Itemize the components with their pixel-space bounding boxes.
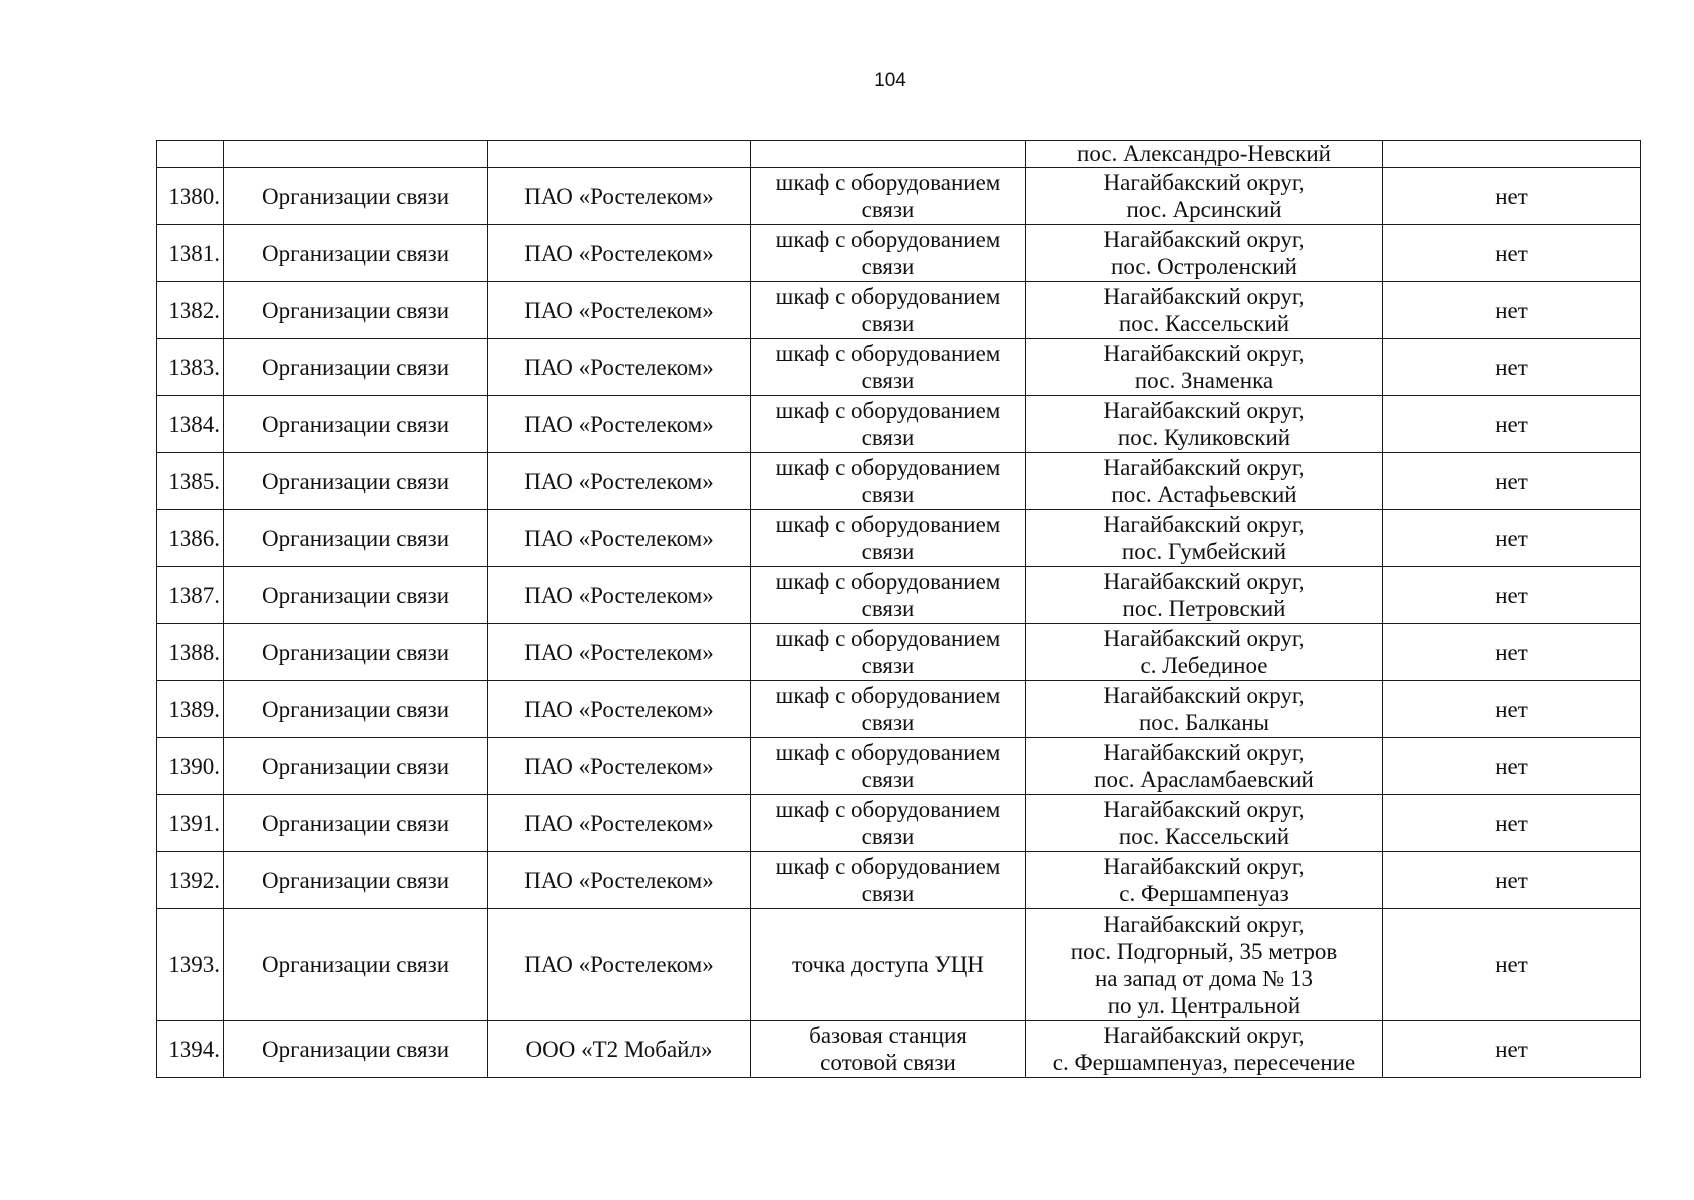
owner-cell: ПАО «Ростелеком» bbox=[488, 510, 751, 567]
category-cell: Организации связи bbox=[224, 567, 488, 624]
table-body bbox=[157, 141, 1641, 1078]
object-cell bbox=[751, 1021, 1026, 1078]
num-cell: 1392. bbox=[157, 852, 224, 909]
object-cell bbox=[751, 624, 1026, 681]
cell-line: Нагайбакский округ, bbox=[1103, 455, 1305, 480]
cell-line: шкаф с оборудованием bbox=[775, 170, 1001, 195]
cell-line: пос. Гумбейский bbox=[1121, 539, 1287, 564]
object-cell bbox=[751, 567, 1026, 624]
location-cell bbox=[1026, 681, 1383, 738]
num-cell: 1383. bbox=[157, 339, 224, 396]
cell-line: Нагайбакский округ, bbox=[1103, 1023, 1305, 1048]
location-cell bbox=[1026, 852, 1383, 909]
table-row bbox=[157, 225, 1641, 282]
cell-line: Нагайбакский округ, bbox=[1103, 854, 1305, 879]
location-cell bbox=[1026, 624, 1383, 681]
cell-line: пос. Кассельский bbox=[1118, 311, 1290, 336]
cell-line: Нагайбакский округ, bbox=[1103, 626, 1305, 651]
cell-line: шкаф с оборудованием bbox=[775, 797, 1001, 822]
table-row bbox=[157, 1021, 1641, 1078]
owner-cell: ПАО «Ростелеком» bbox=[488, 681, 751, 738]
cell-line: шкаф с оборудованием bbox=[775, 341, 1001, 366]
cell-line: связи bbox=[861, 596, 915, 621]
category-cell: Организации связи bbox=[224, 510, 488, 567]
object-cell bbox=[751, 168, 1026, 225]
object-cell bbox=[751, 510, 1026, 567]
category-cell: Организации связи bbox=[224, 1021, 488, 1078]
category-cell: Организации связи bbox=[224, 453, 488, 510]
cell-line: Нагайбакский округ, bbox=[1103, 341, 1305, 366]
category-cell: Организации связи bbox=[224, 282, 488, 339]
status-cell: нет bbox=[1383, 1021, 1641, 1078]
location-cell bbox=[1026, 567, 1383, 624]
cell-line: на запад от дома № 13 bbox=[1094, 965, 1314, 991]
cell-line: с. Фершампенуаз, пересечение bbox=[1052, 1050, 1356, 1075]
status-cell: нет bbox=[1383, 396, 1641, 453]
num-cell: 1385. bbox=[157, 453, 224, 510]
cell-line: сотовой связи bbox=[820, 1050, 956, 1075]
num-cell: 1382. bbox=[157, 282, 224, 339]
cell-line: точка доступа УЦН bbox=[791, 952, 984, 977]
cell-line: пос. Куликовский bbox=[1117, 425, 1291, 450]
status-cell: нет bbox=[1383, 339, 1641, 396]
location-cell bbox=[1026, 225, 1383, 282]
location-cell bbox=[1026, 1021, 1383, 1078]
cell-line: связи bbox=[861, 653, 915, 678]
category-cell: Организации связи bbox=[224, 396, 488, 453]
object-cell bbox=[751, 453, 1026, 510]
cell-line: пос. Кассельский bbox=[1118, 824, 1290, 849]
location-cell bbox=[1026, 795, 1383, 852]
status-cell: нет bbox=[1383, 225, 1641, 282]
category-cell: Организации связи bbox=[224, 681, 488, 738]
status-cell: нет bbox=[1383, 168, 1641, 225]
cell-line: Нагайбакский округ, bbox=[1103, 740, 1305, 765]
cell-line: связи bbox=[861, 539, 915, 564]
num-cell: 1384. bbox=[157, 396, 224, 453]
cell-line: связи bbox=[861, 254, 915, 279]
table-row bbox=[157, 624, 1641, 681]
cell-line: по ул. Центральной bbox=[1107, 992, 1301, 1018]
cell-line: пос. Подгорный, 35 метров bbox=[1070, 938, 1338, 964]
owner-cell: ПАО «Ростелеком» bbox=[488, 852, 751, 909]
owner-cell: ПАО «Ростелеком» bbox=[488, 282, 751, 339]
table-row bbox=[157, 681, 1641, 738]
category-cell: Организации связи bbox=[224, 738, 488, 795]
category-cell bbox=[224, 141, 488, 168]
category-cell: Организации связи bbox=[224, 909, 488, 1021]
page-number: 104 bbox=[874, 70, 906, 91]
object-cell bbox=[751, 339, 1026, 396]
cell-line: Нагайбакский округ, bbox=[1103, 911, 1305, 937]
status-cell: нет bbox=[1383, 681, 1641, 738]
cell-line: шкаф с оборудованием bbox=[775, 398, 1001, 423]
owner-cell: ПАО «Ростелеком» bbox=[488, 453, 751, 510]
cell-line: связи bbox=[861, 425, 915, 450]
table-row bbox=[157, 510, 1641, 567]
cell-line: шкаф с оборудованием bbox=[775, 455, 1001, 480]
status-cell: нет bbox=[1383, 909, 1641, 1021]
table-row bbox=[157, 909, 1641, 1021]
object-cell bbox=[751, 225, 1026, 282]
cell-line: пос. Арсинский bbox=[1126, 197, 1282, 222]
cell-line: связи bbox=[861, 710, 915, 735]
category-cell: Организации связи bbox=[224, 852, 488, 909]
object-cell bbox=[751, 852, 1026, 909]
num-cell: 1389. bbox=[157, 681, 224, 738]
category-cell: Организации связи bbox=[224, 795, 488, 852]
cell-line: пос. Остроленский bbox=[1111, 254, 1297, 279]
cell-line: пос. Астафьевский bbox=[1111, 482, 1297, 507]
owner-cell: ООО «Т2 Мобайл» bbox=[488, 1021, 751, 1078]
object-cell bbox=[751, 738, 1026, 795]
status-cell: нет bbox=[1383, 567, 1641, 624]
cell-line: с. Лебединое bbox=[1140, 653, 1268, 678]
table-row bbox=[157, 852, 1641, 909]
cell-line: Нагайбакский округ, bbox=[1103, 512, 1305, 537]
cell-line: шкаф с оборудованием bbox=[775, 626, 1001, 651]
location-cell bbox=[1026, 453, 1383, 510]
cell-line: Нагайбакский округ, bbox=[1103, 797, 1305, 822]
cell-line: Нагайбакский округ, bbox=[1103, 569, 1305, 594]
location-cell bbox=[1026, 396, 1383, 453]
cell-line: Нагайбакский округ, bbox=[1103, 284, 1305, 309]
table-row bbox=[157, 567, 1641, 624]
object-cell bbox=[751, 396, 1026, 453]
cell-line: шкаф с оборудованием bbox=[775, 284, 1001, 309]
table-row bbox=[157, 396, 1641, 453]
object-cell bbox=[751, 681, 1026, 738]
status-cell bbox=[1383, 141, 1641, 168]
location-cell: пос. Александро-Невский bbox=[1026, 141, 1383, 168]
cell-line: связи bbox=[861, 482, 915, 507]
table-row bbox=[157, 795, 1641, 852]
cell-line: Нагайбакский округ, bbox=[1103, 683, 1305, 708]
num-cell: 1380. bbox=[157, 168, 224, 225]
cell-line: шкаф с оборудованием bbox=[775, 683, 1001, 708]
cell-line: шкаф с оборудованием bbox=[775, 740, 1001, 765]
table-row bbox=[157, 339, 1641, 396]
cell-line: связи bbox=[861, 881, 915, 906]
num-cell: 1391. bbox=[157, 795, 224, 852]
owner-cell: ПАО «Ростелеком» bbox=[488, 624, 751, 681]
cell-line: связи bbox=[861, 311, 915, 336]
location-cell bbox=[1026, 738, 1383, 795]
location-cell bbox=[1026, 339, 1383, 396]
owner-cell: ПАО «Ростелеком» bbox=[488, 396, 751, 453]
num-cell: 1390. bbox=[157, 738, 224, 795]
status-cell: нет bbox=[1383, 795, 1641, 852]
owner-cell: ПАО «Ростелеком» bbox=[488, 339, 751, 396]
num-cell: 1394. bbox=[157, 1021, 224, 1078]
cell-line: пос. Знаменка bbox=[1134, 368, 1274, 393]
table-row bbox=[157, 168, 1641, 225]
object-cell bbox=[751, 141, 1026, 168]
cell-line: связи bbox=[861, 197, 915, 222]
category-cell: Организации связи bbox=[224, 624, 488, 681]
table-row bbox=[157, 453, 1641, 510]
cell-line: пос. Арасламбаевский bbox=[1094, 767, 1314, 792]
cell-line: шкаф с оборудованием bbox=[775, 569, 1001, 594]
cell-line: Нагайбакский округ, bbox=[1103, 398, 1305, 423]
status-cell: нет bbox=[1383, 453, 1641, 510]
cell-line: связи bbox=[861, 767, 915, 792]
num-cell: 1386. bbox=[157, 510, 224, 567]
cell-line: связи bbox=[861, 368, 915, 393]
continuation-row bbox=[157, 141, 1641, 168]
owner-cell: ПАО «Ростелеком» bbox=[488, 738, 751, 795]
cell-line: Нагайбакский округ, bbox=[1103, 227, 1305, 252]
cell-line: базовая станция bbox=[809, 1023, 967, 1048]
location-cell bbox=[1026, 168, 1383, 225]
object-cell bbox=[751, 795, 1026, 852]
cell-line: Нагайбакский округ, bbox=[1103, 170, 1305, 195]
category-cell: Организации связи bbox=[224, 168, 488, 225]
num-cell: 1387. bbox=[157, 567, 224, 624]
cell-line: связи bbox=[861, 824, 915, 849]
num-cell: 1381. bbox=[157, 225, 224, 282]
status-cell: нет bbox=[1383, 510, 1641, 567]
cell-line: пос. Балканы bbox=[1139, 710, 1269, 735]
category-cell: Организации связи bbox=[224, 339, 488, 396]
category-cell: Организации связи bbox=[224, 225, 488, 282]
owner-cell: ПАО «Ростелеком» bbox=[488, 567, 751, 624]
table-row bbox=[157, 738, 1641, 795]
location-cell bbox=[1026, 909, 1383, 1021]
num-cell: 1388. bbox=[157, 624, 224, 681]
owner-cell bbox=[488, 141, 751, 168]
table-row bbox=[157, 282, 1641, 339]
owner-cell: ПАО «Ростелеком» bbox=[488, 795, 751, 852]
cell-line: шкаф с оборудованием bbox=[775, 227, 1001, 252]
registry-table bbox=[156, 140, 1641, 1078]
num-cell: 1393. bbox=[157, 909, 224, 1021]
cell-line: с. Фершампенуаз bbox=[1119, 881, 1289, 906]
num-cell bbox=[157, 141, 224, 168]
location-cell bbox=[1026, 282, 1383, 339]
cell-line: шкаф с оборудованием bbox=[775, 512, 1001, 537]
owner-cell: ПАО «Ростелеком» bbox=[488, 909, 751, 1021]
status-cell: нет bbox=[1383, 624, 1641, 681]
owner-cell: ПАО «Ростелеком» bbox=[488, 225, 751, 282]
status-cell: нет bbox=[1383, 852, 1641, 909]
cell-line: шкаф с оборудованием bbox=[775, 854, 1001, 879]
location-cell bbox=[1026, 510, 1383, 567]
status-cell: нет bbox=[1383, 738, 1641, 795]
object-cell bbox=[751, 282, 1026, 339]
cell-line: пос. Петровский bbox=[1122, 596, 1286, 621]
owner-cell: ПАО «Ростелеком» bbox=[488, 168, 751, 225]
status-cell: нет bbox=[1383, 282, 1641, 339]
object-cell bbox=[751, 909, 1026, 1021]
